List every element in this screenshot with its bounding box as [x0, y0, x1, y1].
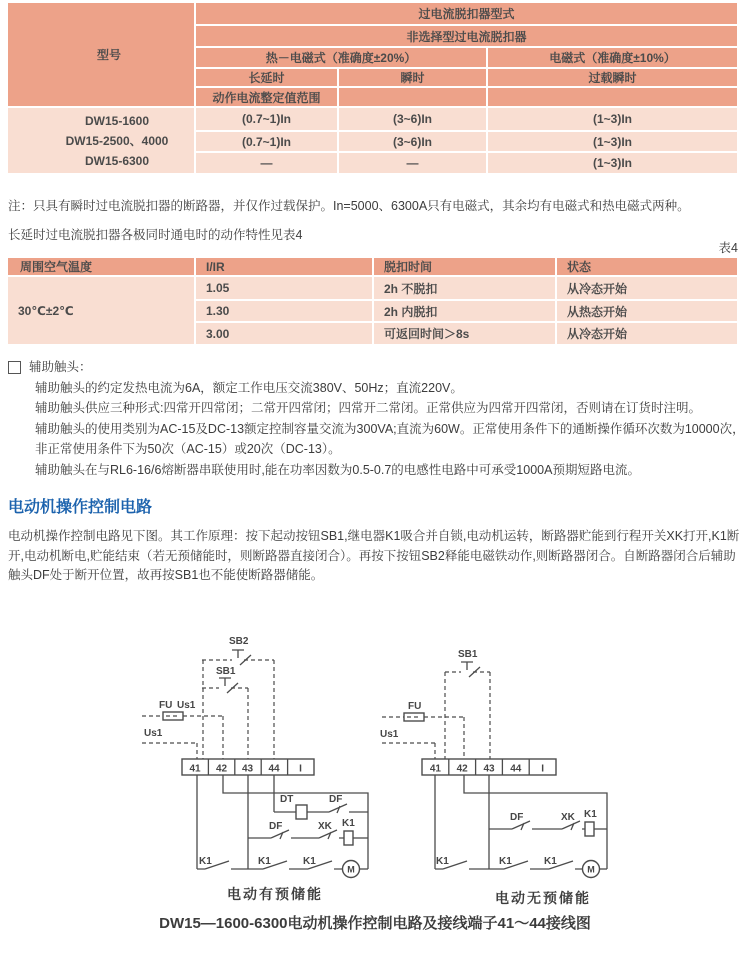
- k1-label: K1: [303, 856, 316, 867]
- terminal-44: 44: [510, 763, 522, 775]
- terminal-I: I: [541, 763, 544, 775]
- checkbox-icon: [8, 361, 21, 374]
- instantaneous-header: 瞬时: [339, 69, 486, 86]
- section-title: 电动机操作控制电路: [8, 499, 153, 516]
- terminal-41: 41: [189, 763, 201, 775]
- table-cell: (1~3)In: [488, 153, 737, 173]
- table-cell: (1~3)In: [488, 108, 737, 130]
- sb1-label: SB1: [458, 649, 478, 660]
- table-cell: (1~3)In: [488, 132, 737, 151]
- us1-label: Us1: [380, 729, 399, 740]
- empty-header-cell: [488, 88, 737, 106]
- note-line: 长延时过电流脱扣器各极同时通电时的动作特性见表4: [8, 228, 303, 242]
- us1-label: Us1: [144, 728, 163, 739]
- figure-caption: DW15—1600-6300电动机操作控制电路及接线端子41～44接线图: [159, 915, 591, 932]
- k1-label: K1: [342, 818, 355, 829]
- xk-label: XK: [561, 812, 575, 823]
- table-cell: 从冷态开始: [557, 323, 737, 344]
- aux-title: 辅助触头：: [29, 360, 92, 374]
- sb1-label: SB1: [216, 666, 236, 677]
- model-header-cell: 型号: [8, 3, 194, 106]
- col-header: 周围空气温度: [8, 258, 194, 275]
- model-list-cell: [8, 108, 194, 173]
- aux-line: 辅助触头的约定发热电流为6A，额定工作电压交流380V、50Hz；直流220V。: [35, 380, 463, 395]
- model-name: DW15-1600: [84, 113, 150, 128]
- section-paragraph: 电动机操作控制电路见下图。其工作原理：按下起动按钮SB1,继电器K1吸合并自锁,电动机运转，断路器贮能到行程开关XK打开,K1断开,电动机断电,贮能结束（若无预储能时，则断路器直接闭合）。再按下按钮SB2释能电磁铁动作,则断路器闭合。自断路器闭合后辅助触头DF处于断开位置，故再按SB1也不能使断路器储能。: [8, 529, 740, 582]
- release-type-header: 过电流脱扣器型式: [196, 3, 737, 24]
- nonselective-header: 非选择型过电流脱扣器: [196, 26, 737, 46]
- table-cell: (3~6)In: [339, 132, 486, 151]
- table-cell: 2h 内脱扣: [374, 301, 555, 321]
- df-label: DF: [510, 812, 524, 823]
- table-cell: —: [196, 153, 337, 173]
- table-cell: 1.05: [196, 277, 372, 299]
- table-cell: 3.00: [196, 323, 372, 344]
- k1-label: K1: [584, 809, 597, 820]
- table-cell: 从热态开始: [557, 301, 737, 321]
- overcurrent-release-table: [8, 3, 737, 173]
- table-cell: (0.7~1)In: [196, 108, 337, 130]
- terminal-43: 43: [241, 763, 254, 775]
- circuit-diagram-prestored: [133, 622, 383, 882]
- diagram-caption-left: 电动有预储能: [227, 886, 323, 902]
- aux-line: 辅助触头供应三种形式:四常开四常闭；二常开四常闭；四常开二常闭。正常供应为四常开四常闭，否则请在订货时注明。: [35, 401, 701, 415]
- df-label: DF: [329, 794, 343, 805]
- long-delay-header: 长延时: [196, 69, 337, 86]
- col-header: 脱扣时间: [374, 258, 555, 275]
- k1-label: K1: [436, 856, 449, 867]
- table-cell: —: [339, 153, 486, 173]
- terminal-42: 42: [215, 763, 228, 775]
- df-label: DF: [269, 821, 283, 832]
- k1-label: K1: [499, 856, 512, 867]
- magnetic-header: 电磁式（准确度±10%）: [488, 48, 737, 67]
- empty-header-cell: [339, 88, 486, 106]
- k1-label: K1: [544, 856, 557, 867]
- terminal-44: 44: [268, 763, 280, 775]
- k1-label: K1: [199, 856, 212, 867]
- dt-label: DT: [280, 794, 294, 805]
- table4-label: 表4: [718, 241, 738, 255]
- circuit-diagram-no-prestore: [372, 622, 622, 882]
- fu-label: FU: [408, 701, 422, 712]
- overload-instantaneous-header: 过载瞬时: [488, 69, 737, 86]
- terminal-41: 41: [429, 763, 441, 775]
- col-header: I/IR: [196, 258, 372, 275]
- table-cell: 1.30: [196, 301, 372, 321]
- table-cell: 从冷态开始: [557, 277, 737, 299]
- aux-line: 辅助触头在与RL6-16/6熔断器串联使用时,能在功率因数为0.5-0.7的电感性电路中可承受1000A预期短路电流。: [35, 462, 640, 477]
- table-cell: (3~6)In: [339, 108, 486, 130]
- aux-line: 辅助触头的使用类别为AC-15及DC-13额定控制容量交流为300VA;直流为60W。正常使用条件下的通断操作循环次数为10000次，非正常使用条件下为50次（AC-15）或20次（DC-13）。: [35, 421, 745, 456]
- model-name: DW15-6300: [84, 153, 150, 168]
- temperature-cell: 30℃±2℃: [8, 277, 194, 344]
- tripping-characteristics-table: [8, 258, 737, 344]
- auxiliary-contacts-block: [8, 357, 745, 480]
- motor-label: M: [587, 864, 595, 875]
- diagram-caption-right: 电动无预储能: [495, 890, 591, 906]
- model-name: DW15-2500、4000: [65, 133, 169, 148]
- table-cell: 可返回时间＞8s: [374, 323, 555, 344]
- setting-range-header: 动作电流整定值范围: [196, 88, 337, 106]
- terminal-I: I: [299, 763, 302, 775]
- col-header: 状态: [557, 258, 737, 275]
- us1-label: Us1: [177, 700, 196, 711]
- note-line: 注：只具有瞬时过电流脱扣器的断路器，并仅作过载保护。In=5000、6300A只有电磁式，其余均有电磁式和热电磁式两种。: [8, 199, 690, 213]
- table-cell: 2h 不脱扣: [374, 277, 555, 299]
- xk-label: XK: [318, 821, 332, 832]
- terminal-43: 43: [483, 763, 495, 775]
- thermal-magnetic-header: 热－电磁式（准确度±20%）: [196, 48, 486, 67]
- terminal-42: 42: [456, 763, 468, 775]
- fu-label: FU: [159, 700, 173, 711]
- motor-label: M: [347, 864, 355, 875]
- k1-label: K1: [258, 856, 271, 867]
- table-cell: (0.7~1)In: [196, 132, 337, 151]
- sb2-label: SB2: [229, 636, 249, 647]
